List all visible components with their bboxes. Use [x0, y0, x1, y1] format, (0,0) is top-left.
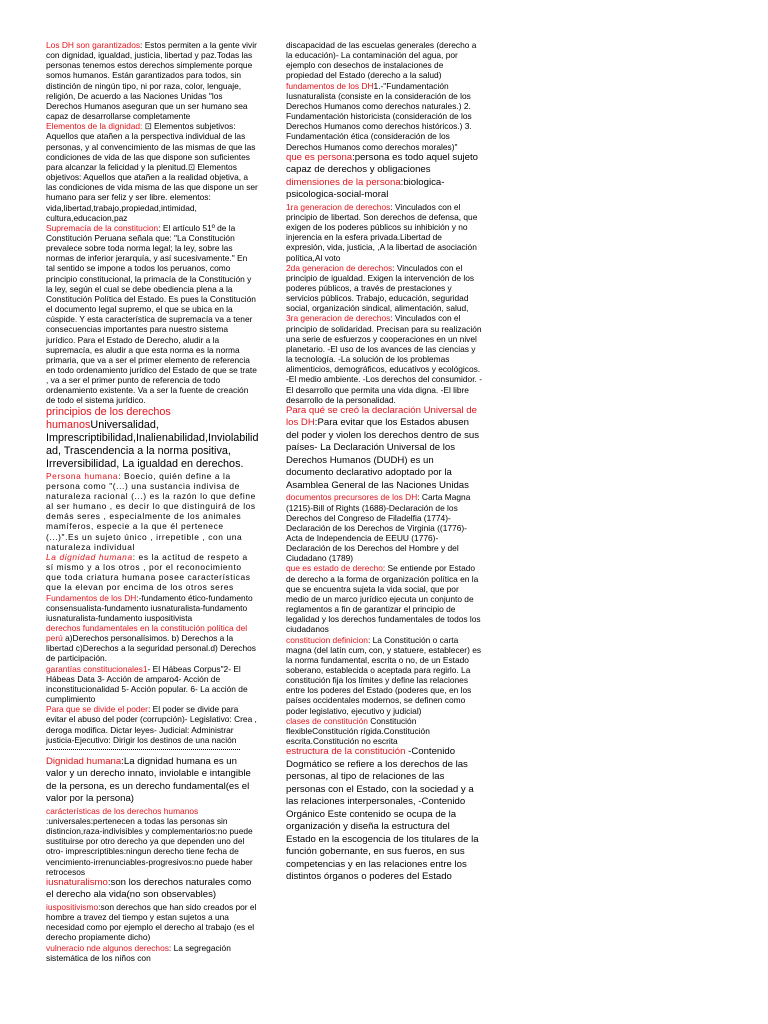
paragraph-text: 1.-"Fundamentación Iusnaturalista (consiste en la consideración de los Derechos Humanos como derechos naturales.) 2. Fundamentación historicista (consideración de los Derechos Humanos como derechos históricos.) 3. Fundamentación ética (consideración de los Derechos Humanos como derechos morales)": [286, 80, 472, 152]
paragraph-text: : Vinculados con el principio de libertad. Son derechos de defensa, que exigen de los poderes públicos su inhibición y no injerencia en la esfera privada.Libertad de expresión, vida, justicia, ,A la libertad de asociación política,Al voto: [286, 201, 478, 263]
paragraph-heading: Elementos de la dignidad:: [46, 121, 143, 132]
paragraph-text: : Vinculados con el principio de solidaridad. Precisan para su realización una serie de esfuerzos y cooperaciones en un nivel planetario. -El uso de los avances de las ciencias y la tecnología. -La solución de los problemas alimenticios, demográficos, educativos y ecológicos. -El medio ambiente. -Los derechos del consumidor. -El desarrollo que permita una vida digna. -El libre desarrollo de la personalidad.: [286, 313, 482, 405]
paragraph-heading: que es estado de derecho: [286, 563, 383, 574]
paragraph-heading: garantías constitucionales1: [46, 663, 148, 674]
paragraph: [46, 406, 258, 471]
paragraph-heading: Para que se divide el poder: [46, 704, 148, 715]
paragraph-text: : Se entiende por Estado de derecho a la forma de organización política en la que se encuentra sujeta la vida social, que por medio de un marco jurídico ejecuta un conjunto de reglamentos a fin de garantizar el principio de legalidad y los derechos fundamentales de todos los ciudadanos: [286, 563, 481, 635]
paragraph: [286, 313, 482, 404]
paragraph-text: : Estos permiten a la gente vivir con dignidad, igualdad, justicia, libertad y paz.Todas las personas tenemos estos derechos simplemente porque somos humanos. Están garantizados para todos, sin distinción de ningún tipo, ni por raza, color, lenguaje, religión, De acuerdo a las Naciones Unidas "los Derechos Humanos aseguran que un ser humano sea capaz de desarrollarse completamente: [46, 40, 257, 122]
paragraph-text: :-fundamento ético-fundamento consensualista-fundamento iusnaturalista-fundamento iusnaturalista-fundamento iuspositivista: [46, 592, 253, 623]
paragraph-text: : Vinculados con el principio de igualdad. Exigen la intervención de los poderes públicos, a través de prestaciones y servicios públicos. Trabajo, educación, seguridad social, organización sindical, alimentación, salud,: [286, 262, 475, 314]
paragraph-heading: Los DH son garantizados: [46, 40, 141, 50]
paragraph-text: -Contenido Dogmático se refiere a los derechos de las personas, al tipo de relaciones de las personas con el Estado, con la sociedad y a las relaciones interpersonales, -Contenido Orgánico Este contenido se ocupa de la organización y diseña la estructura del Estado en la escogencia de los titulares de la función gobernante, en sus fueros, en sus competencias y en las relaciones entre los distintos órganos o poderes del Estado: [286, 746, 479, 883]
paragraph: [46, 806, 258, 877]
paragraph: [286, 263, 482, 314]
paragraph-heading: que es persona: [286, 151, 353, 163]
paragraph: [286, 635, 482, 716]
paragraph: [286, 40, 482, 81]
paragraph: [46, 593, 258, 623]
paragraph-heading: 3ra generacion de derechos: [286, 313, 391, 324]
paragraph-text: :La dignidad humana es un valor y un derecho innato, inviolable e intangible de la persona, es un derecho fundamental(es el valor por la persona): [46, 755, 251, 805]
paragraph-heading: 2da generacion de derechos: [286, 262, 393, 273]
paragraph-text: : es la actitud de respeto a sí mismo y a los otros , por el reconocimiento que toda criatura humana posee características que la elevan por encima de los otros seres: [46, 551, 251, 593]
paragraph: [46, 943, 258, 963]
paragraph: [46, 40, 258, 121]
paragraph-text: :son derechos que han sido creados por el hombre a travez del tiempo y estan sujetos a una necesidad como por ejemplo el derecho al trabajo (es el derecho propiamente dicho): [46, 901, 257, 943]
section-divider: [46, 749, 240, 750]
paragraph-text: : Boecio, quién define a la persona como "(...) una sustancia indivisa de naturaleza racional (...) es la razón lo que define al ser humano , es decir lo que distinguirá de los demás seres , especialmente de los animales mamíferos, especie a la que él pertenece (...)".Es un sujeto único , irrepetible , con una naturaleza individual: [46, 470, 256, 552]
paragraph: [286, 405, 482, 493]
paragraph-text: - El Hábeas Corpus"2- El Hábeas Data 3- Acción de amparo4- Acción de inconstitucionalidad 5- Acción popular. 6- La acción de cumplimiento: [46, 663, 248, 705]
paragraph-text: : La Constitución o carta magna (del latín cum, con, y statuere, establecer) es la norma fundamental, escrita o no, de un Estado soberano, establecida o aceptada para regirlo. La constitución fija los límites y define las relaciones entre los poderes del Estado (poderes que, en los países occidentales modernos, se definen como poder legislativo, ejecutivo y judicial): [286, 634, 482, 716]
paragraph-text: : La segregación sistemática de los niños con: [46, 942, 231, 963]
paragraph-heading: Para qué se creó la declaración Universal de los DH: [286, 404, 477, 429]
paragraph: [286, 563, 482, 634]
paragraph-text: discapacidad de las escuelas generales (derecho a la educación)- La contaminación del agua, por ejemplo con desechos de instalaciones de propiedad del Estado (derecho a la salud): [286, 40, 477, 81]
paragraph-text: :universales:pertenecen a todas las personas sin distincion,raza-indivisibles y complementarios:no puede sustituirse por otro derecho ya que dependen uno del otro- imprescriptibles:ningun derecho tiene fecha de vencimiento-irrenunciables-progresivos:no puede haber retrocesos: [46, 816, 253, 877]
paragraph-heading: documentos precursores de los DH: [286, 492, 418, 503]
paragraph: [46, 121, 258, 223]
left-column: [46, 40, 258, 963]
paragraph-heading: Persona humana: [46, 470, 119, 481]
paragraph: [46, 877, 258, 902]
paragraph: [286, 81, 482, 152]
paragraph: [46, 902, 258, 943]
paragraph-heading: vulneracio nde algunos derechos: [46, 942, 169, 953]
paragraph-text: :persona es todo aquel sujeto capaz de derechos y obligaciones: [286, 151, 479, 176]
paragraph-text: Constitución flexibleConstitución rígida.Constitución escrita.Constitución no escrita: [286, 715, 430, 747]
paragraph-heading: dimensiones de la persona: [286, 176, 401, 188]
paragraph: [286, 746, 482, 884]
paragraph-heading: iusnaturalismo: [46, 876, 108, 888]
paragraph-text: : Carta Magna (1215)-Bill of Rights (1688)-Declaración de los Derechos del Congreso de Filadelfia (1774)-Declaración de los Derechos de Virginia ((1776)-Acta de Independencia de EEUU (1776)-Declaración de los Derechos del Hombre y del Ciudadano (1789): [286, 492, 471, 564]
right-column: [286, 40, 482, 884]
paragraph-heading: Supremacía de la constitucion: [46, 222, 159, 233]
paragraph: [46, 223, 258, 406]
paragraph: [46, 552, 258, 593]
paragraph-heading: 1ra generacion de derechos: [286, 201, 391, 212]
paragraph: [286, 716, 482, 746]
paragraph-text: :biologica-psicologica-social-moral: [286, 176, 445, 201]
paragraph-heading: principios de los derechos humanos: [46, 405, 171, 431]
paragraph-heading: clases de constitución: [286, 715, 368, 726]
paragraph: [286, 152, 482, 177]
paragraph-text: Universalidad, Imprescriptibilidad,Inalienabilidad,Inviolabilid ad, Trascendencia a la norma positiva, Irreversibilidad, La igualdad en derechos.: [46, 418, 259, 470]
paragraph-heading: iuspositivismo: [46, 901, 99, 912]
paragraph: [286, 202, 482, 263]
paragraph-heading: constitucion definicion: [286, 634, 368, 645]
paragraph-heading: derechos fundamentales en la constitución política del perú: [46, 622, 248, 644]
paragraph-text: : El artículo 51º de la Constitución Peruana señala que: "La Constitución prevalece sobre toda norma legal; la ley, sobre las normas de inferior jerarquía, y así sucesivamente." En tal sentido se impone a todos los peruanos, como principio constitucional, la primacía de la Constitución y la ley, según el cual se debe obediencia plena a la Constitución Política del Estado. Es pues la Constitución el documento legal supremo, el que se ubica en la cúspide. Y esta característica de supremacía va a tener consecuencias importantes para nuestro sistema jurídico. Para el Estado de Derecho, aludir a la supremacía, es aludir a que esta norma es la norma primaria, que va a ser el primer elemento de referencia en todo ordenamiento jurídico del Estado de que se trate , va a ser el primer punto de referencia de todo ordenamiento existente. Va a ser la fuente de creación de todo el sistema jurídico.: [46, 222, 257, 406]
paragraph: [286, 177, 482, 202]
paragraph-text: ⊡ Elementos subjetivos: Aquellos que atañen a la perspectiva individual de las personas, y al convencimiento de las mismas de que las condiciones de vida de las que dispone son suficientes para alcanzar la felicidad y la plenitud.⊡ Elementos objetivos: Aquellos que atañen a la realidad objetiva, a las condiciones de vida misma de las que dispone un ser humano para ser feliz y ser libre. elementos: vida,libertad,trabajo,propiedad,intimidad, cultura,educacion,paz: [46, 121, 258, 223]
paragraph-text: :son los derechos naturales como el derecho ala vida(no son observables): [46, 876, 252, 901]
paragraph-heading: Fundamentos de los DH: [46, 592, 137, 603]
paragraph: [46, 471, 258, 552]
paragraph-heading: carácterísticas de los derechos humanos: [46, 805, 199, 816]
paragraph-heading: La dignidad humana: [46, 551, 133, 562]
paragraph-heading: fundamentos de los DH: [286, 80, 374, 91]
paragraph-text: : El poder se divide para evitar el abuso del poder (corrupción)- Legislativo: Crea , deroga modifica. Dictar leyes- Judicial: Administrar justicia-Ejecutivo: Dirigir los destinos de una nación: [46, 704, 257, 745]
paragraph: [46, 623, 258, 664]
paragraph: [46, 704, 258, 745]
paragraph-heading: estructura de la constitución: [286, 746, 406, 758]
paragraph-text: :Para evitar que los Estados abusen del poder y violen los derechos dentro de sus países- La Declaración Universal de los Derechos Humanos (DUDH) es un documento declarativo adoptado por la Asamblea General de las Naciones Unidas: [286, 417, 480, 491]
paragraph: [286, 492, 482, 563]
paragraph-heading: Dignidad humana: [46, 755, 122, 767]
paragraph: [46, 756, 258, 806]
paragraph: [46, 664, 258, 705]
paragraph-text: a)Derechos personalísimos. b) Derechos a la libertad c)Derechos a la seguridad personal.d) Derechos de participación.: [46, 633, 256, 664]
